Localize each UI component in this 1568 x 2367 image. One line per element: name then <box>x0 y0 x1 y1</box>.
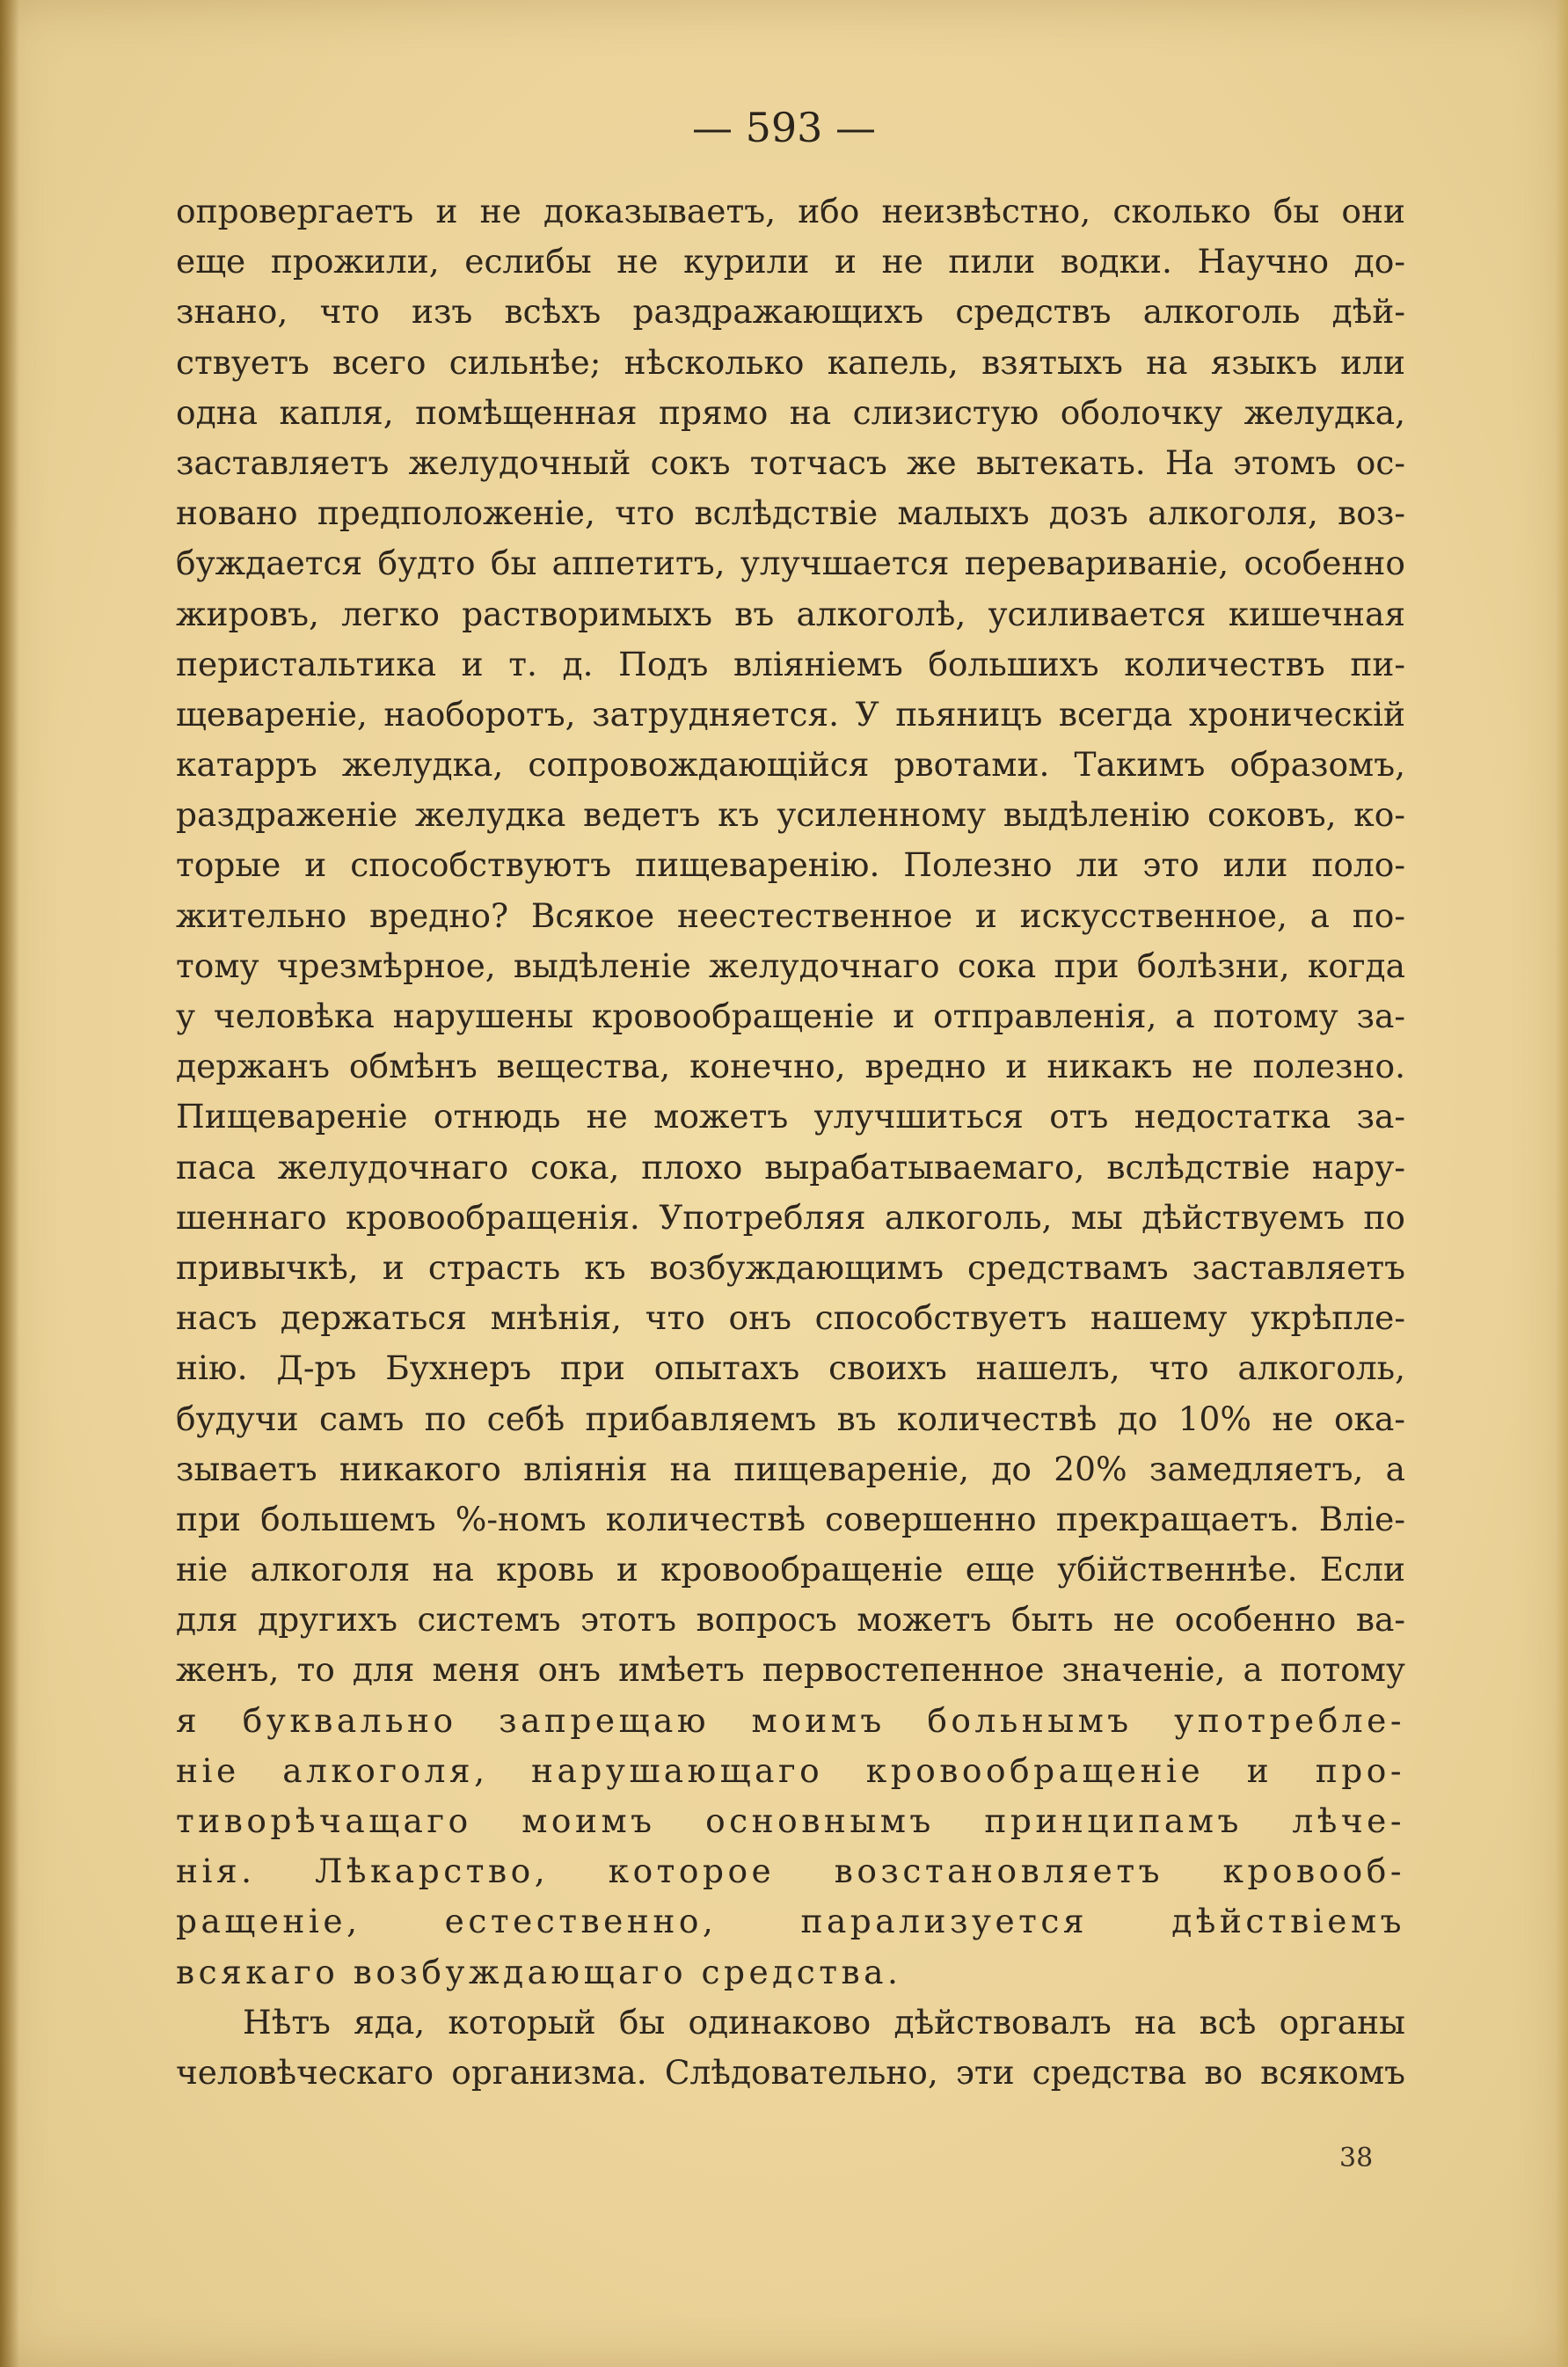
page-number: — 593 — <box>691 104 877 151</box>
text-line-spaced: всякаго возбуждающаго средства. <box>176 1952 902 1991</box>
text-line: насъ держаться мнѣнія, что онъ способствуетъ нашему укрѣпле- <box>176 1298 1405 1338</box>
text-line: женъ, то для меня онъ имѣетъ первостепенное значеніе, а потому <box>176 1650 1405 1690</box>
signature-mark: 38 <box>1339 2143 1374 2173</box>
text-line: Пищевареніе отнюдь не можетъ улучшиться отъ недостатка за- <box>176 1097 1405 1136</box>
text-line: жительно вредно? Всякое неестественное и искусственное, а по- <box>176 895 1405 935</box>
text-line: привычкѣ, и страсть къ возбуждающимъ средствамъ заставляетъ <box>176 1247 1405 1287</box>
text-line: буждается будто бы аппетитъ, улучшается перевариваніе, особенно <box>176 544 1405 583</box>
text-line: для другихъ системъ этотъ вопросъ можетъ быть не особенно ва- <box>176 1600 1405 1640</box>
text-line: опровергаетъ и не доказываетъ, ибо неизвѣстно, сколько бы они <box>176 192 1405 230</box>
text-line: щевареніе, наоборотъ, затрудняется. У пьяницъ всегда хроническій <box>176 694 1405 734</box>
text-line: человѣческаго организма. Слѣдовательно, эти средства во всякомъ <box>176 2052 1405 2092</box>
page-body-text <box>176 186 1405 2098</box>
text-line: торые и способствуютъ пищеваренію. Полезно ли это или поло- <box>176 845 1405 885</box>
text-line: держанъ обмѣнъ вещества, конечно, вредно и никакъ не полезно. <box>176 1047 1405 1086</box>
text-line-spaced: ніе алкоголя, нарушающаго кровообращеніе и про- <box>176 1750 1405 1790</box>
text-line: паса желудочнаго сока, плохо вырабатываемаго, вслѣдствіе нару- <box>176 1147 1405 1187</box>
text-line-spaced: нія. Лѣкарство, которое возстановляетъ кровооб- <box>176 1852 1405 1891</box>
text-line: перистальтика и т. д. Подъ вліяніемъ большихъ количествъ пи- <box>176 644 1405 683</box>
text-line: одна капля, помѣщенная прямо на слизистую оболочку желудка, <box>176 392 1405 432</box>
text-line: нію. Д-ръ Бухнеръ при опытахъ своихъ нашелъ, что алкоголь, <box>176 1348 1405 1388</box>
text-line: при большемъ %-номъ количествѣ совершенно прекращаетъ. Вліе- <box>176 1499 1405 1538</box>
text-line: заставляетъ желудочный сокъ тотчасъ же вытекать. На этомъ ос- <box>176 442 1405 482</box>
text-line-spaced: я буквально запрещаю моимъ больнымъ употребле- <box>176 1700 1405 1740</box>
text-line: будучи самъ по себѣ прибавляемъ въ количествѣ до 10% не ока- <box>176 1399 1405 1438</box>
text-line: тому чрезмѣрное, выдѣленіе желудочнаго сока при болѣзни, когда <box>176 946 1405 985</box>
text-line: у человѣка нарушены кровообращеніе и отправленія, а потому за- <box>176 997 1405 1035</box>
text-line: новано предположеніе, что вслѣдствіе малыхъ дозъ алкоголя, воз- <box>176 493 1405 533</box>
text-line: ствуетъ всего сильнѣе; нѣсколько капель, взятыхъ на языкъ или <box>176 342 1405 382</box>
text-line-spaced: ращеніе, естественно, парализуется дѣйствіемъ <box>176 1902 1405 1941</box>
text-line-spaced: тиворѣчащаго моимъ основнымъ принципамъ лѣче- <box>176 1801 1405 1840</box>
text-line: жировъ, легко растворимыхъ въ алкоголѣ, усиливается кишечная <box>176 594 1405 633</box>
text-line: зываетъ никакого вліянія на пищевареніе, до 20% замедляетъ, а <box>176 1449 1405 1488</box>
text-line: шеннаго кровообращенія. Употребляя алкоголь, мы дѣйствуемъ по <box>176 1197 1405 1237</box>
text-line: ніе алкоголя на кровь и кровообращеніе еще убійственнѣе. Если <box>176 1550 1405 1589</box>
text-line: знано, что изъ всѣхъ раздражающихъ средствъ алкоголь дѣй- <box>176 292 1405 332</box>
text-line: Нѣтъ яда, который бы одинаково дѣйствовалъ на всѣ органы <box>243 2002 1405 2042</box>
text-line: еще прожили, еслибы не курили и не пили водки. Научно до- <box>176 242 1405 281</box>
text-line: раздраженіе желудка ведетъ къ усиленному выдѣленію соковъ, ко- <box>176 795 1405 835</box>
text-line: катарръ желудка, сопровождающійся рвотами. Такимъ образомъ, <box>176 745 1405 785</box>
